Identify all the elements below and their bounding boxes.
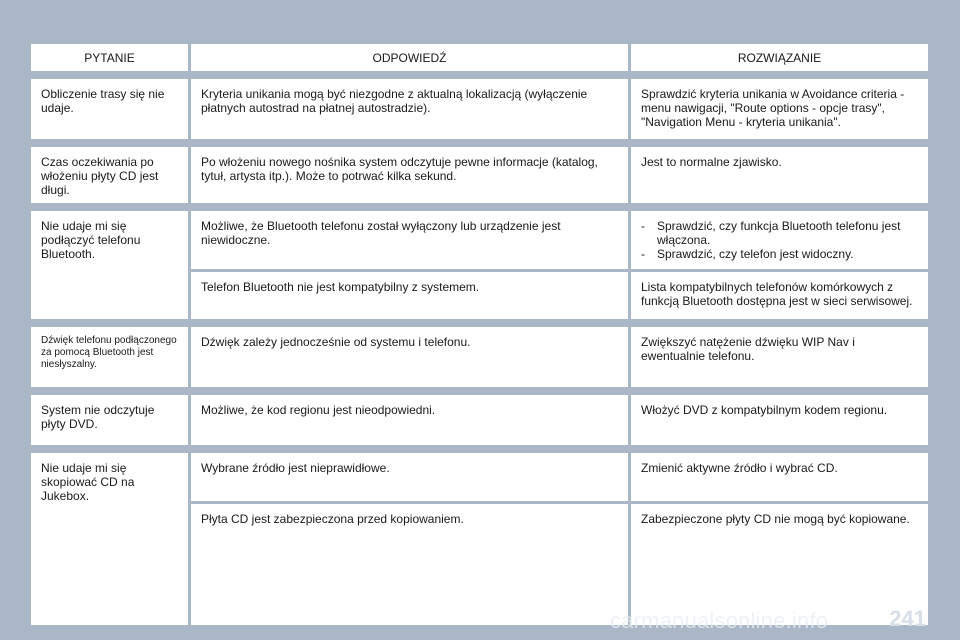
faq-table (31, 44, 928, 633)
solution-cell: Zmienić aktywne źródło i wybrać CD. (631, 453, 928, 501)
question-cell: Dźwięk telefonu podłączonego za pomocą Bluetooth jest niesłyszalny. (31, 327, 188, 387)
page-number: 241 (889, 606, 926, 631)
header-answer: ODPOWIEDŹ (191, 44, 628, 71)
solution-cell: Zwiększyć natężenie dźwięku WIP Nav i ewentualnie telefonu. (631, 327, 928, 387)
watermark: carmanualsonline.info (610, 608, 829, 633)
answer-cell: Po włożeniu nowego nośnika system odczytuje pewne informacje (katalog, tytuł, artysta itp.). Może to potrwać kilka sekund. (191, 147, 628, 203)
solution-cell (631, 211, 928, 269)
solution-cell: Jest to normalne zjawisko. (631, 147, 928, 203)
answer-cell: Dźwięk zależy jednocześnie od systemu i telefonu. (191, 327, 628, 387)
answer-cell: Telefon Bluetooth nie jest kompatybilny z systemem. (191, 272, 628, 319)
solution-cell: Sprawdzić kryteria unikania w Avoidance criteria - menu nawigacji, "Route options - opcje trasy", "Navigation Menu - kryteria unikania". (631, 79, 928, 139)
question-cell: Obliczenie trasy się nie udaje. (31, 79, 188, 139)
solution-cell: Lista kompatybilnych telefonów komórkowych z funkcją Bluetooth dostępna jest w sieci serwisowej. (631, 272, 928, 319)
answer-cell: Płyta CD jest zabezpieczona przed kopiowaniem. (191, 504, 628, 625)
solution-cell: Zabezpieczone płyty CD nie mogą być kopiowane. (631, 504, 928, 625)
question-cell: Nie udaje mi się skopiować CD na Jukebox. (31, 453, 188, 625)
table-row (31, 79, 928, 139)
solution-list-item: - Sprawdzić, czy funkcja Bluetooth telefonu jest włączona. (641, 219, 918, 247)
answer-cell: Wybrane źródło jest nieprawidłowe. (191, 453, 628, 501)
table-row (31, 453, 928, 625)
answer-cell: Możliwe, że kod regionu jest nieodpowiedni. (191, 395, 628, 445)
answer-cell: Kryteria unikania mogą być niezgodne z aktualną lokalizacją (wyłączenie płatnych autostrad na płatnej autostradzie). (191, 79, 628, 139)
answer-cell: Możliwe, że Bluetooth telefonu został wyłączony lub urządzenie jest niewidoczne. (191, 211, 628, 269)
table-row (31, 395, 928, 445)
question-cell: System nie odczytuje płyty DVD. (31, 395, 188, 445)
table-row (31, 147, 928, 203)
header-question: PYTANIE (31, 44, 188, 71)
solution-list-item: - Sprawdzić, czy telefon jest widoczny. (641, 247, 918, 261)
question-cell: Czas oczekiwania po włożeniu płyty CD jest długi. (31, 147, 188, 203)
solution-cell: Włożyć DVD z kompatybilnym kodem regionu. (631, 395, 928, 445)
table-header (31, 44, 928, 71)
question-cell: Nie udaje mi się podłączyć telefonu Bluetooth. (31, 211, 188, 319)
header-solution: ROZWIĄZANIE (631, 44, 928, 71)
table-row (31, 211, 928, 319)
table-row (31, 327, 928, 387)
